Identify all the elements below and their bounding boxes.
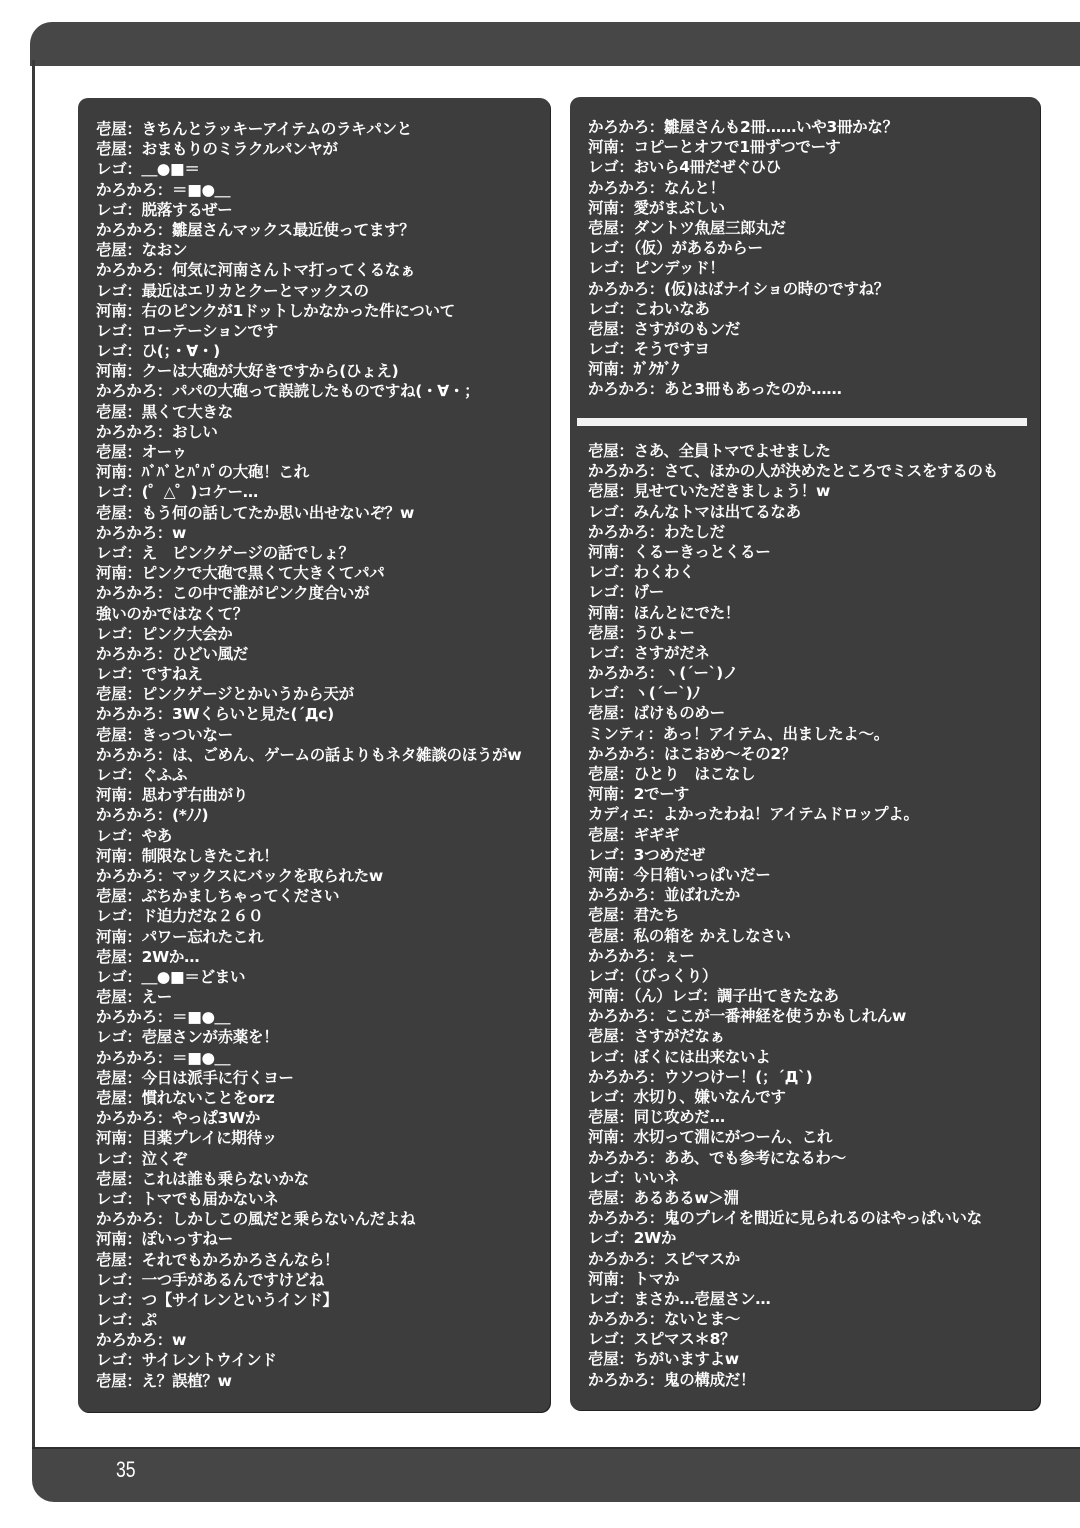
chat-line: かろかろ：ぇー [588,946,695,965]
chat-line: レゴ：ですねえ [96,665,203,684]
page-frame-rule [32,60,35,1455]
chat-line: 壱屋：黒くて大きな [96,402,233,421]
chat-line: 河南：愛がまぶしい [588,198,725,217]
page-number: 35 [116,1457,136,1482]
chat-line: かろかろ：＝■●＿ [96,1008,230,1027]
chat-line: 壱屋：ぶちかましちゃってください [96,887,340,906]
chat-line: レゴ：壱屋さンが赤薬を！ [96,1028,279,1047]
chat-line: かろかろ：(仮)はばナイショの時のですね？ [588,279,889,298]
chat-line: レゴ：＿●■＝ [96,160,200,179]
chat-line: 壱屋：慣れないことをorz [96,1089,275,1107]
chat-line: 壱屋：なおン [96,241,188,260]
chat-line: 壱屋：え？誤植？w [96,1371,232,1390]
chat-line: レゴ：ローテーションです [96,321,278,340]
chat-line: かろかろ：鬼のプレイを間近に見られるのはやっぱいいな [588,1209,982,1228]
chat-line: レゴ：げー [588,583,665,602]
chat-line: 壱屋：2Wか… [96,947,200,966]
chat-line: 河南：ぽいっすねー [96,1230,233,1249]
chat-line: 壱屋：ピンクゲージとかいうから天が [96,685,354,704]
chat-line: かろかろ：＝■●＿ [96,1048,230,1067]
chat-line: かろかろ：ウソつけー！(；´Д`) [588,1067,813,1086]
chat-line: レゴ：わくわく [588,563,695,582]
chat-line: 壱屋：きちんとラッキーアイテムのラキパンと [96,120,412,138]
chat-line: 河南：目薬プレイに期待ッ [96,1129,278,1148]
chat-line: 河南：思わず右曲がり [96,786,249,805]
chat-line: レゴ：ぐふふ [96,766,188,784]
chat-line: レゴ：（びっくり） [588,966,718,985]
chat-line: レゴ：サイレントウインド [96,1351,277,1370]
chat-line: レゴ：＿●■＝どまい [96,967,246,986]
chat-lines [96,119,521,1391]
chat-line: 壱屋：オーゥ [96,443,187,461]
chat-log-panel-left [78,98,550,1412]
chat-line: 壱屋：えー [96,988,173,1007]
chat-line: レゴ：やあ [96,826,173,845]
chat-line: レゴ：ぷ [96,1311,157,1330]
chat-line: 壱屋：ちがいますよw [588,1350,739,1369]
chat-line: かろかろ：わたしだ [588,522,725,541]
chat-log-panel-right [570,97,1040,1410]
section-divider [577,418,1027,426]
chat-line: レゴ：脱落するぜー [96,200,233,219]
chat-line: レゴ：ひ(；・∀・) [96,342,220,361]
chat-line: かろかろ：やっぱ3Wか [96,1109,261,1128]
chat-line: かろかろ：何気に河南さんトマ打ってくるなぁ [96,261,416,280]
chat-line: 河南：トマか [588,1269,680,1288]
chat-line: レゴ：こわいなあ [588,299,710,318]
chat-line: 河南：水切って淵にがつーん、これ [588,1128,833,1147]
chat-line: 壱屋：ギギギ [588,825,680,844]
chat-line: レゴ：（仮）があるからー [588,239,763,258]
chat-line: かろかろ：は、ごめん、ゲームの話よりもネタ雑談のほうがw [96,745,522,764]
chat-line: かろかろ：しかしこの風だと乗らないんだよね [96,1210,416,1229]
chat-line: かろかろ：w [96,523,187,542]
chat-lines-top [588,117,898,400]
chat-line: 壱屋：それでもかろかろさんなら！ [96,1250,340,1269]
chat-line: かろかろ：鬼の構成だ！ [588,1370,756,1389]
chat-line: レゴ：みんなトマは出てるなあ [588,502,801,521]
chat-line: 壱屋：ひとり はこなし [588,765,756,783]
chat-line: かろかろ：ああ、でも参考になるわ〜 [588,1148,846,1167]
chat-line: 河南：2でーす [588,785,689,804]
chat-line: かろかろ：マックスにバックを取られたw [96,866,383,885]
chat-line: レゴ：いいネ [588,1168,680,1187]
chat-lines-bottom [588,441,998,1390]
chat-line: 河南：今日箱いっぱいだー [588,865,771,884]
chat-line: かろかろ：さて、ほかの人が決めたところでミスをするのも [588,462,998,481]
chat-line: 河南：ほんとにでた！ [588,603,741,622]
chat-line: 河南：パワー忘れたこれ [96,927,264,946]
chat-line: 壱屋：見せていただきましょう！w [588,482,831,501]
chat-line: 壱屋：きっついなー [96,725,233,744]
chat-line: かろかろ：ここが一番神経を使うかもしれんw [588,1007,907,1026]
chat-line: かろかろ：ないとま〜 [588,1310,741,1329]
chat-line: 河南：ﾊﾞﾊﾞとﾊﾟﾊﾟの大砲！これ [96,463,309,482]
chat-line: 壱屋：おまもりのミラクルパンヤが [96,140,338,159]
chat-line: 壱屋：同じ攻めだ… [588,1108,725,1127]
chat-line: かろかろ：はこおめ〜その2？ [588,744,797,763]
chat-line: かろかろ：雛屋さんマックス最近使ってます？ [96,220,415,239]
chat-line: かろかろ：おしい [96,422,218,441]
chat-line: かろかろ：ヽ(´ー`)ノ [588,664,739,683]
chat-line: かろかろ：パパの大砲って誤読したものですね(・∀・； [96,382,480,401]
chat-line: レゴ：そうですヨ [588,340,710,359]
chat-line: レゴ：2Wか [588,1229,677,1248]
chat-line: かろかろ：あと3冊もあったのか…… [588,380,842,399]
chat-line: カディエ：よかったわね！アイテムドロップよ。 [588,805,919,824]
chat-line: 壱屋：これは誰も乗らないかな [96,1169,309,1188]
chat-line: 河南：ピンクで大砲で黒くて大きくてパパ [96,564,385,583]
chat-line: 河南：クーは大砲が大好きですから(ひょえ) [96,362,399,381]
chat-line: レゴ：え ピンクゲージの話でしょ？ [96,543,354,562]
chat-line: レゴ：(゜△゜)コケー… [96,483,258,502]
chat-line: かろかろ：なんと！ [588,178,725,197]
chat-line: 壱屋：君たち [588,906,680,925]
chat-line: かろかろ：雛屋さんも2冊……いや3冊かな？ [588,118,898,136]
chat-line: 強いのかではなくて？ [96,604,249,623]
chat-line: レゴ：泣くぞ [96,1149,188,1168]
chat-line: レゴ：トマでも届かないネ [96,1189,279,1208]
chat-line: 壱屋：もう何の話してたか思い出せないぞ？w [96,503,415,522]
chat-line: 河南：コピーとオフで1冊ずつでーす [588,138,841,157]
page-footer-bar [32,1447,1080,1502]
chat-line: 河南：制限なしきたこれ！ [96,846,279,865]
chat-line: レゴ：ピンデッド！ [588,259,725,278]
chat-line: レゴ：3つめだぜ [588,845,705,864]
chat-line: 壱屋：ばけものめー [588,704,725,723]
chat-line: レゴ：一つ手があるんですけどね [96,1270,325,1289]
chat-line: レゴ：まさか…壱屋さン… [588,1289,771,1308]
chat-line: 壱屋：さあ、全員トマでよせました [588,442,831,460]
chat-line: 壱屋：ダントツ魚屋三郎丸だ [588,218,786,237]
chat-line: 壱屋：私の箱を かえしなさい [588,926,791,945]
chat-line: レゴ：ピンク大会か [96,624,233,643]
chat-line: レゴ：ぼくには出来ないよ [588,1047,771,1066]
chat-line: レゴ：ヽ(´ー`)ﾉ [588,684,700,703]
chat-line: 壱屋：あるあるw＞淵 [588,1188,739,1207]
chat-line: 壱屋：さすがのもンだ [588,319,741,338]
chat-line: かろかろ：並ばれたか [588,886,741,905]
chat-line: かろかろ：3Wくらいと見た(´Дⅽ) [96,705,334,724]
chat-line: レゴ：最近はエリカとクーとマックスの [96,281,369,300]
chat-line: ミンティ：あっ！アイテム、出ましたよ〜。 [588,724,889,743]
chat-line: かろかろ：w [96,1331,187,1350]
chat-line: レゴ：さすがだネ [588,643,710,662]
chat-line: 壱屋：さすがだなぁ [588,1027,725,1046]
chat-line: レゴ：つ【サイレンというインド】 [96,1290,338,1309]
chat-line: レゴ：水切り、嫌いなんです [588,1088,786,1106]
chat-line: かろかろ：(*ﾉﾉ) [96,806,209,825]
page-header-bar [30,22,1080,66]
chat-line: 壱屋：今日は派手に行くヨー [96,1068,294,1087]
chat-line: レゴ：スピマス＊8？ [588,1330,736,1349]
chat-line: 河南：右のピンクが1ドットしかなかった件について [96,301,455,320]
chat-line: かろかろ：＝■●＿ [96,180,230,199]
chat-line: 河南：（ん）レゴ：調子出てきたなあ [588,987,839,1006]
chat-line: 壱屋：うひょー [588,623,695,642]
chat-line: 河南：くるーきっとくるー [588,542,771,561]
chat-line: 河南：ｶﾞｸｶﾞｸ [588,360,679,379]
chat-line: かろかろ：スピマスか [588,1249,741,1268]
chat-line: レゴ：おいら4冊だぜぐひひ [588,158,781,177]
chat-line: かろかろ：ひどい風だ [96,644,249,663]
chat-line: レゴ：ド迫力だな２６０ [96,907,264,926]
chat-line: かろかろ：この中で誰がピンク度合いが [96,584,370,603]
